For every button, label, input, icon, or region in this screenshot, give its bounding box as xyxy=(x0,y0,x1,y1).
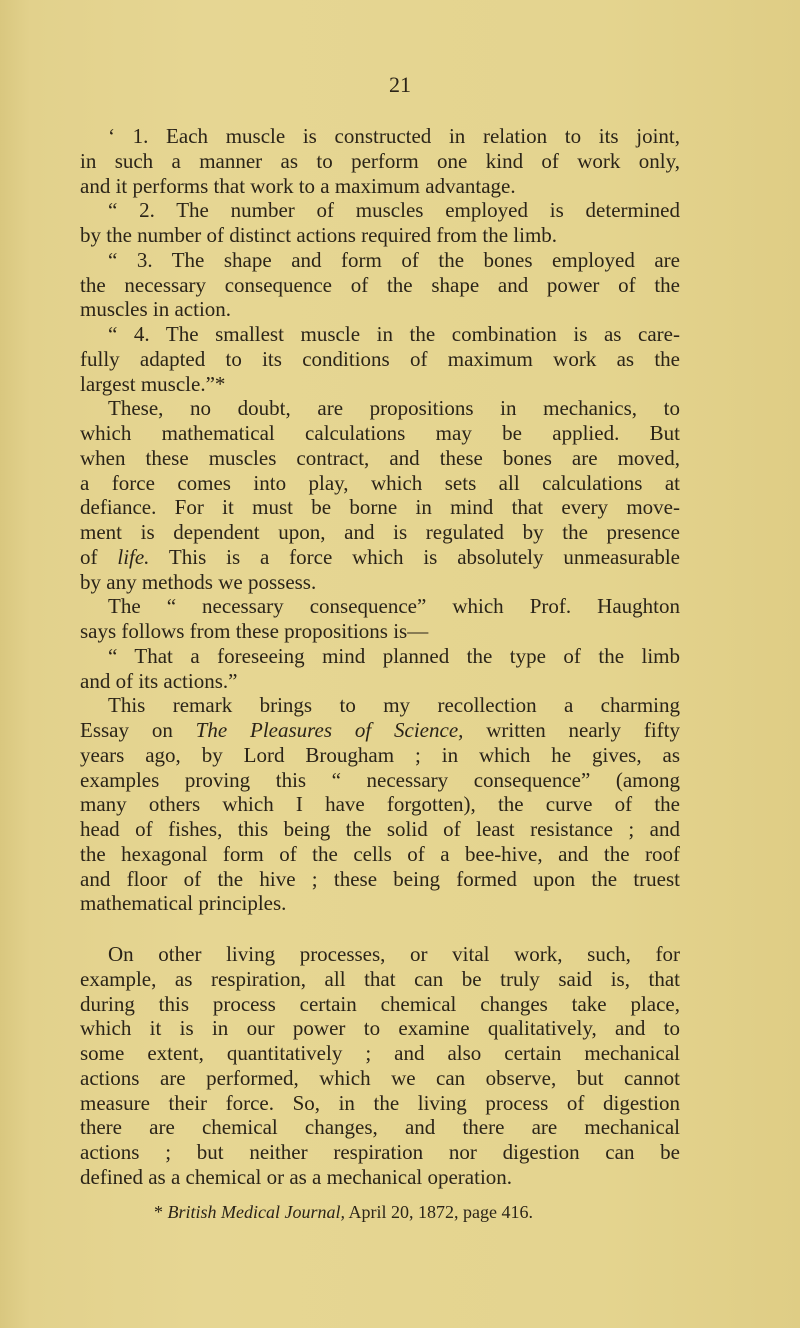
text-segment: The “ necessary consequence” which Prof. Haughton xyxy=(108,594,680,619)
text-segment: the necessary consequence of the shape and power of the xyxy=(80,272,680,297)
text-segment: there are chemical changes, and there are mechanical xyxy=(80,1115,680,1140)
text-line xyxy=(80,792,680,817)
text-line xyxy=(80,471,680,496)
text-segment: measure their force. So, in the living process of digestion xyxy=(80,1090,680,1115)
paragraph xyxy=(80,124,680,198)
text-line xyxy=(80,619,680,644)
text-segment: largest muscle.”* xyxy=(80,371,226,396)
text-segment: “ That a foreseeing mind planned the type of the limb xyxy=(108,643,680,668)
text-segment: “ 4. The smallest muscle in the combination is as care- xyxy=(108,322,680,346)
text-segment: ment is dependent upon, and is regulated by the presence xyxy=(80,520,680,544)
text-segment: defiance. For it must be borne in mind that every move- xyxy=(80,495,680,520)
text-segment: when these muscles contract, and these bones are moved, xyxy=(80,445,680,470)
text-line xyxy=(80,149,680,174)
text-line xyxy=(80,718,680,743)
text-segment: This remark brings to my recollection a charming xyxy=(108,693,680,718)
paragraph xyxy=(80,396,680,594)
text-segment: This is a force which is absolutely unmeasurable xyxy=(149,544,680,569)
text-line xyxy=(80,891,680,916)
text-line xyxy=(80,693,680,718)
paragraph xyxy=(80,198,680,248)
text-line xyxy=(80,347,680,372)
text-segment: some extent, quantitatively ; and also certain mechanical xyxy=(80,1041,680,1065)
text-line xyxy=(80,198,680,223)
text-line xyxy=(80,372,680,397)
text-line xyxy=(80,1115,680,1140)
text-segment: Essay on xyxy=(80,718,196,742)
text-segment: ‘ 1. Each muscle is constructed in relation to its joint, xyxy=(108,124,680,148)
paragraph xyxy=(80,942,680,1190)
paragraph xyxy=(80,248,680,322)
text-line xyxy=(80,248,680,273)
text-segment: many others which I have forgotten), the curve of the xyxy=(80,792,680,817)
text-line xyxy=(80,743,680,768)
text-line xyxy=(80,223,680,248)
text-segment: of xyxy=(80,544,118,569)
text-line xyxy=(80,1041,680,1066)
text-line xyxy=(80,1091,680,1116)
text-line xyxy=(80,495,680,520)
text-segment: mathematical principles. xyxy=(80,891,287,916)
text-segment: and it performs that work to a maximum advantage. xyxy=(80,173,516,198)
text-segment: which mathematical calculations may be applied. But xyxy=(80,421,680,445)
text-segment: fully adapted to its conditions of maximum work as the xyxy=(80,346,680,371)
text-segment: actions ; but neither respiration nor digestion can be xyxy=(80,1140,680,1164)
text-line xyxy=(80,967,680,992)
text-line xyxy=(80,421,680,446)
text-segment: and floor of the hive ; these being formed upon the truest xyxy=(80,866,680,891)
text-segment: “ 3. The shape and form of the bones employed are xyxy=(108,247,680,272)
text-line xyxy=(80,1140,680,1165)
text-line xyxy=(80,124,680,149)
text-segment: the hexagonal form of the cells of a bee-hive, and the roof xyxy=(80,841,680,866)
text-segment: in such a manner as to perform one kind of work only, xyxy=(80,148,680,173)
text-segment: says follows from these propositions is— xyxy=(80,619,429,643)
text-line xyxy=(80,396,680,421)
text-line xyxy=(80,322,680,347)
text-segment: examples proving this “ necessary consequence” (among xyxy=(80,767,680,792)
text-segment: example, as respiration, all that can be truly said is, that xyxy=(80,966,680,991)
paragraph-gap xyxy=(80,916,680,942)
text-segment: defined as a chemical or as a mechanical operation. xyxy=(80,1164,513,1189)
text-line xyxy=(80,446,680,471)
paragraph xyxy=(80,644,680,694)
text-line xyxy=(80,545,680,570)
text-line xyxy=(80,273,680,298)
text-line xyxy=(80,992,680,1017)
text-segment: “ 2. The number of muscles employed is determined xyxy=(108,198,680,223)
footnote-marker: * xyxy=(154,1201,168,1222)
text-line xyxy=(80,942,680,967)
text-line xyxy=(80,174,680,199)
paragraph xyxy=(80,594,680,644)
text-line xyxy=(80,1066,680,1091)
text-line xyxy=(80,570,680,595)
footnote-citation: April 20, 1872, page 416. xyxy=(344,1201,533,1222)
text-segment: On other living processes, or vital work, such, for xyxy=(108,942,680,966)
text-segment: and of its actions.” xyxy=(80,668,238,693)
text-segment: muscles in action. xyxy=(80,297,232,322)
text-segment: years ago, by Lord Brougham ; in which he gives, as xyxy=(80,742,680,767)
text-segment: head of fishes, this being the solid of least resistance ; and xyxy=(80,817,680,841)
text-line xyxy=(80,520,680,545)
text-line xyxy=(80,768,680,793)
text-segment: These, no doubt, are propositions in mechanics, to xyxy=(108,396,680,421)
text-segment: during this process certain chemical changes take place, xyxy=(80,991,680,1016)
text-line xyxy=(80,1016,680,1041)
text-line xyxy=(80,842,680,867)
paragraph xyxy=(80,693,680,916)
text-segment: by any methods we possess. xyxy=(80,569,317,594)
text-segment: which it is in our power to examine qualitatively, and to xyxy=(80,1016,680,1041)
text-line xyxy=(80,867,680,892)
text-line xyxy=(80,644,680,669)
text-line xyxy=(80,669,680,694)
page-number: 21 xyxy=(389,72,411,97)
text-segment: actions are performed, which we can observe, but cannot xyxy=(80,1065,680,1090)
page-body-text xyxy=(80,124,680,1224)
italic-text: life. xyxy=(117,544,150,569)
text-line xyxy=(80,817,680,842)
footnote xyxy=(80,1200,680,1224)
text-segment: by the number of distinct actions required from the limb. xyxy=(80,223,558,247)
italic-text: The Pleasures of Science, xyxy=(195,718,464,742)
text-line xyxy=(80,1165,680,1190)
text-line xyxy=(80,594,680,619)
text-line xyxy=(80,297,680,322)
footnote-journal: British Medical Journal, xyxy=(167,1201,345,1222)
paragraph xyxy=(80,322,680,396)
text-segment: a force comes into play, which sets all calculations at xyxy=(80,470,680,495)
text-segment: written nearly fifty xyxy=(463,718,680,742)
